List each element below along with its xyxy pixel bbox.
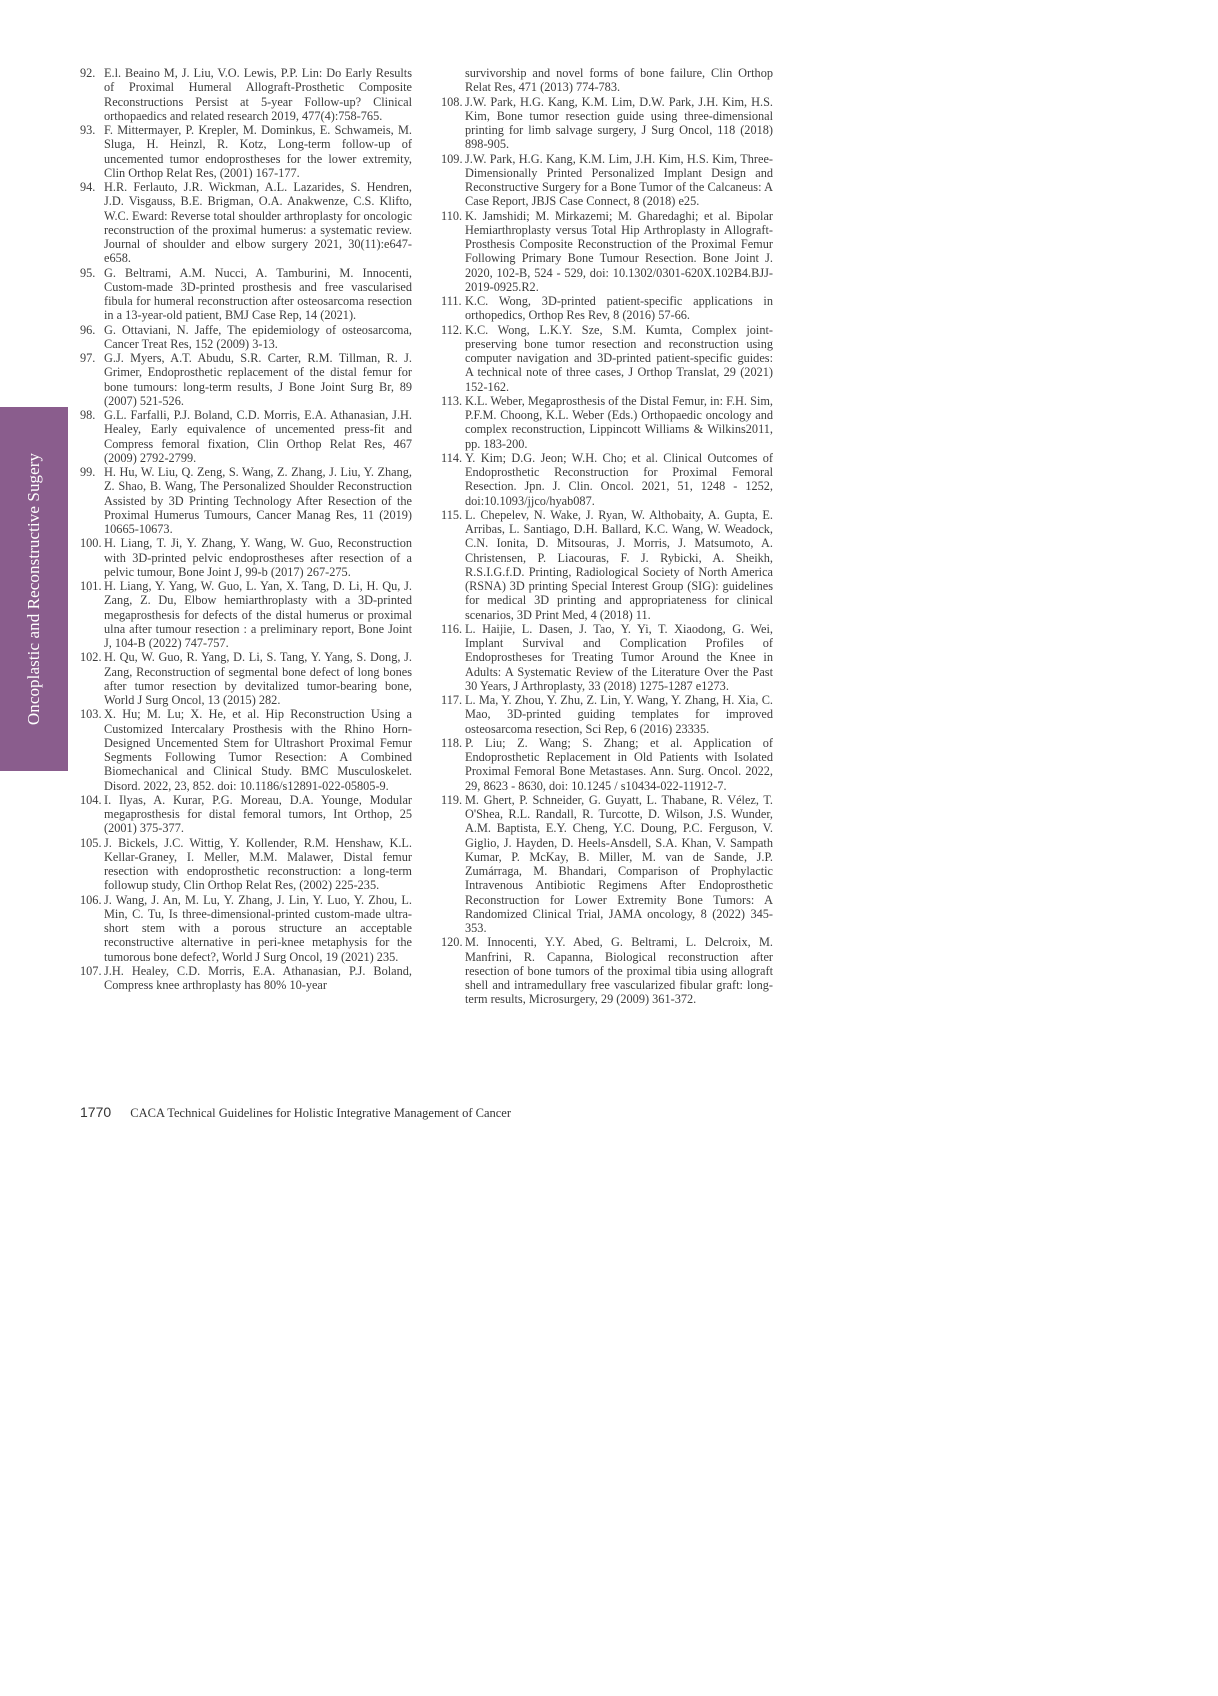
reference-number: 100. [80,536,102,551]
reference-number: 101. [80,579,102,593]
reference-number: 104. [80,792,102,807]
reference-number: 115. [441,507,463,522]
reference-item [80,66,412,123]
reference-text: J.W. Park, H.G. Kang, K.M. Lim, J.H. Kim, H.S. Kim, Three-Dimensionally Printed Personalized Implant Design and Reconstructive Surgery for a Bone Tumor of the Calcaneus: A Case Report, JBJS Case Connect, 8 (2018) e25. [465,151,773,209]
reference-item [80,707,412,793]
reference-text: K. Jamshidi; M. Mirkazemi; M. Gharedaghi; et al. Bipolar Hemiarthroplasty versus Total Hip Arthroplasty in Allograft-Prosthesis Composite Reconstruction of the Proximal Femur Following Primary Bone Tumour Resection. Bone Joint J. 2020, 102-B, 524 - 529, doi: 10.1302/0301-620X.102B4.BJJ-2019-0925.R2. [465,208,773,294]
reference-text: H. Hu, W. Liu, Q. Zeng, S. Wang, Z. Zhang, J. Liu, Y. Zhang, Z. Shao, B. Wang, The Personalized Shoulder Reconstruction Assisted by 3D Printing Technology After Resection of the Proximal Humerus Tumours, Cancer Manag Res, 11 (2019) 10665-10673. [104,465,412,536]
reference-text: G. Ottaviani, N. Jaffe, The epidemiology of osteosarcoma, Cancer Treat Res, 152 (2009) 3-13. [104,322,412,351]
reference-text: G.L. Farfalli, P.J. Boland, C.D. Morris, E.A. Athanasian, J.H. Healey, Early equivalence of uncemented press-fit and Compress femoral fixation, Clin Orthop Relat Res, 467 (2009) 2792-2799. [104,408,412,465]
reference-number: 94. [80,180,96,194]
reference-item-continued [441,66,773,95]
reference-item [441,152,773,209]
reference-number: 92. [80,66,96,80]
reference-item [80,351,412,408]
reference-number: 119. [441,792,463,807]
reference-number: 107. [80,963,102,978]
running-footer-title: CACA Technical Guidelines for Holistic Integrative Management of Cancer [130,1106,512,1120]
reference-item [80,536,412,579]
reference-text: Y. Kim; D.G. Jeon; W.H. Cho; et al. Clinical Outcomes of Endoprosthetic Reconstruction for Proximal Femoral Resection. Jpn. J. Clin. Oncol. 2021, 51, 1248 - 1252, doi:10.1093/jjco/hyab087. [465,450,773,508]
reference-item [80,579,412,650]
reference-item [80,793,412,836]
reference-text: J. Bickels, J.C. Wittig, Y. Kollender, R.M. Henshaw, K.L. Kellar-Graney, I. Meller, M.M. Malawer, Distal femur resection with endoprosthetic reconstruction: a long-term followup study, Clin Orthop Relat Res, (2002) 225-235. [104,835,412,893]
section-side-tab [0,407,68,771]
reference-number: 108. [441,94,463,109]
reference-text: J. Wang, J. An, M. Lu, Y. Zhang, J. Lin, Y. Luo, Y. Zhou, L. Min, C. Tu, Is three-dimensional-printed custom-made ultra-short stem with a porous structure an acceptable reconstructive alternative in peri-knee metaphysis for the tumorous bone defect?, World J Surg Oncol, 19 (2021) 235. [104,892,412,964]
reference-number: 102. [80,650,102,665]
reference-item [441,622,773,693]
reference-number: 103. [80,707,102,722]
reference-text: M. Ghert, P. Schneider, G. Guyatt, L. Thabane, R. Vélez, T. O'Shea, R.L. Randall, R. Turcotte, D. Wilson, J.S. Wunder, A.M. Baptista, E.Y. Cheng, Y.C. Doung, P.C. Ferguson, V. Giglio, J. Hayden, D. Heels-Ansdell, S.A. Khan, V. Sampath Kumar, P. McKay, B. Miller, M. van de Sande, J.P. Zumárraga, M. Bhandari, Comparison of Prophylactic Intravenous Antibiotic Regimens After Endoprosthetic Reconstruction for Lower Extremity Bone Tumors: A Randomized Clinical Trial, JAMA oncology, 8 (2022) 345-353. [465,792,773,935]
reference-text: L. Ma, Y. Zhou, Y. Zhu, Z. Lin, Y. Wang, Y. Zhang, H. Xia, C. Mao, 3D-printed guiding templates for improved osteosarcoma resection, Sci Rep, 6 (2016) 23335. [465,693,773,736]
reference-item [441,294,773,323]
reference-item [80,964,412,993]
section-side-tab-label: Oncoplastic and Reconstructive Sugery [24,452,43,726]
reference-text: H.R. Ferlauto, J.R. Wickman, A.L. Lazarides, S. Hendren, J.D. Visgauss, B.E. Brigman, O.A. Anakwenze, C.S. Klifto, W.C. Eward: Reverse total shoulder arthroplasty for oncologic reconstruction of the proximal humerus: a systematic review. Journal of shoulder and elbow surgery 2021, 30(11):e647-e658. [104,180,412,266]
reference-item [441,793,773,936]
reference-number: 98. [80,408,96,422]
reference-number: 97. [80,351,96,365]
reference-number: 113. [441,393,463,408]
reference-item [80,408,412,465]
reference-item [80,650,412,707]
reference-text: L. Chepelev, N. Wake, J. Ryan, W. Althobaity, A. Gupta, E. Arribas, L. Santiago, D.H. Ballard, K.C. Wang, W. Weadock, C.N. Ionita, D. Mitsouras, J. Morris, J. Matsumoto, A. Christensen, P. Liacouras, F. J. Rybicki, A. Sheikh, R.S.I.G.f.D. Printing, Radiological Society of North America (RSNA) 3D printing Special Interest Group (SIG): guidelines for medical 3D printing and appropriateness for clinical scenarios, 3D Print Med, 4 (2018) 11. [465,507,773,622]
reference-text: K.C. Wong, L.K.Y. Sze, S.M. Kumta, Complex joint-preserving bone tumor resection and reconstruction using computer navigation and 3D-printed patient-specific guides: A technical note of three cases, J Orthop Translat, 29 (2021) 152-162. [465,322,773,394]
reference-number: 106. [80,892,102,907]
reference-text: I. Ilyas, A. Kurar, P.G. Moreau, D.A. Younge, Modular megaprosthesis for distal femoral tumors, Int Orthop, 25 (2001) 375-377. [104,792,412,836]
reference-item [80,465,412,536]
reference-item [441,209,773,295]
reference-item [80,123,412,180]
reference-item [441,508,773,622]
reference-number: 111. [441,294,462,308]
reference-text: K.L. Weber, Megaprosthesis of the Distal Femur, in: F.H. Sim, P.F.M. Choong, K.L. Weber (Eds.) Orthopaedic oncology and complex reconstruction, Lippincott Williams & Wilkins2011, pp. 183-200. [465,393,773,451]
reference-number: 95. [80,265,96,280]
reference-item [441,95,773,152]
reference-text: G. Beltrami, A.M. Nucci, A. Tamburini, M. Innocenti, Custom-made 3D-printed prosthesis and free vascularised fibula for humeral reconstruction after osteosarcoma resection in a 13-year-old patient, BMJ Case Rep, 14 (2021). [104,265,412,323]
reference-item [441,394,773,451]
reference-number: 93. [80,123,96,137]
reference-item [80,266,412,323]
references-left-column [80,66,412,992]
reference-text: H. Liang, T. Ji, Y. Zhang, Y. Wang, W. Guo, Reconstruction with 3D-printed pelvic endoprostheses after resection of a pelvic tumour, Bone Joint J, 99-b (2017) 267-275. [104,536,412,579]
reference-text: X. Hu; M. Lu; X. He, et al. Hip Reconstruction Using a Customized Intercalary Prosthesis with the Rhino Horn-Designed Uncemented Stem for Ultrashort Proximal Femur Segments Following Tumor Resection: A Combined Biomechanical and Clinical Study. BMC Musculoskelet. Disord. 2022, 23, 852. doi: 10.1186/s12891-022-05805-9. [104,707,412,793]
reference-number: 112. [441,322,463,337]
reference-text: J.W. Park, H.G. Kang, K.M. Lim, D.W. Park, J.H. Kim, H.S. Kim, Bone tumor resection guide using three-dimensional printing for limb salvage surgery, J Surg Oncol, 118 (2018) 898-905. [465,94,773,152]
reference-number: 114. [441,450,463,465]
reference-number: 116. [441,621,463,636]
page-number: 1770 [80,1104,112,1120]
reference-item [441,323,773,394]
reference-number: 110. [441,208,463,223]
reference-text: M. Innocenti, Y.Y. Abed, G. Beltrami, L. Delcroix, M. Manfrini, R. Capanna, Biological reconstruction after resection of bone tumors of the proximal tibia using allograft shell and intramedullary free vascularized fibular graft: long-term results, Microsurgery, 29 (2009) 361-372. [465,935,773,1007]
reference-number: 117. [441,693,463,707]
reference-text: H. Liang, Y. Yang, W. Guo, L. Yan, X. Tang, D. Li, H. Qu, J. Zang, Z. Du, Elbow hemiarthroplasty with a 3D-printed megaprosthesis for defects of the distal humerus or proximal ulna after tumour resection : a preliminary report, Bone Joint J, 104-B (2022) 747-757. [104,579,412,650]
reference-item [441,451,773,508]
reference-item [80,836,412,893]
reference-text: E.l. Beaino M, J. Liu, V.O. Lewis, P.P. Lin: Do Early Results of Proximal Humeral Allograft-Prosthetic Composite Reconstructions Persist at 5-year Follow-up? Clinical orthopaedics and related research 2019, 477(4):758-765. [104,66,412,123]
reference-number: 96. [80,322,96,337]
reference-text: F. Mittermayer, P. Krepler, M. Dominkus, E. Schwameis, M. Sluga, H. Heinzl, R. Kotz, Long-term follow-up of uncemented tumor endoprostheses for the lower extremity, Clin Orthop Relat Res, (2001) 167-177. [104,123,412,180]
reference-number: 120. [441,935,463,950]
reference-text: K.C. Wong, 3D-printed patient-specific applications in orthopedics, Orthop Res Rev, 8 (2016) 57-66. [465,294,773,323]
reference-item [441,935,773,1006]
references-right-column [441,66,773,1007]
reference-item [80,180,412,266]
reference-text: H. Qu, W. Guo, R. Yang, D. Li, S. Tang, Y. Yang, S. Dong, J. Zang, Reconstruction of segmental bone defect of long bones after tumor resection by devitalized tumor-bearing bone, World J Surg Oncol, 13 (2015) 282. [104,650,412,707]
reference-item [80,893,412,964]
reference-number: 109. [441,151,463,166]
reference-number: 118. [441,735,463,750]
reference-text: survivorship and novel forms of bone failure, Clin Orthop Relat Res, 471 (2013) 774-783. [465,66,773,95]
page-footer [80,1104,511,1121]
reference-item [441,693,773,736]
reference-number: 99. [80,465,96,479]
reference-text: L. Haijie, L. Dasen, J. Tao, Y. Yi, T. Xiaodong, G. Wei, Implant Survival and Complication Profiles of Endoprostheses for Treating Tumor Around the Knee in Adults: A Systematic Review of the Literature Over the Past 30 Years, J Arthroplasty, 33 (2018) 1275-1287 e1273. [465,621,773,693]
reference-item [441,736,773,793]
reference-text: P. Liu; Z. Wang; S. Zhang; et al. Application of Endoprosthetic Replacement in Old Patients with Isolated Proximal Femoral Bone Metastases. Ann. Surg. Oncol. 2022, 29, 8623 - 8630, doi: 10.1245 / s10434-022-11912-7. [465,735,773,793]
reference-item [80,323,412,352]
reference-number: 105. [80,835,102,850]
reference-text: J.H. Healey, C.D. Morris, E.A. Athanasian, P.J. Boland, Compress knee arthroplasty has 80% 10-year [104,963,412,992]
reference-text: G.J. Myers, A.T. Abudu, S.R. Carter, R.M. Tillman, R. J. Grimer, Endoprosthetic replacement of the distal femur for bone tumours: long-term results, J Bone Joint Surg Br, 89 (2007) 521-526. [104,351,412,408]
